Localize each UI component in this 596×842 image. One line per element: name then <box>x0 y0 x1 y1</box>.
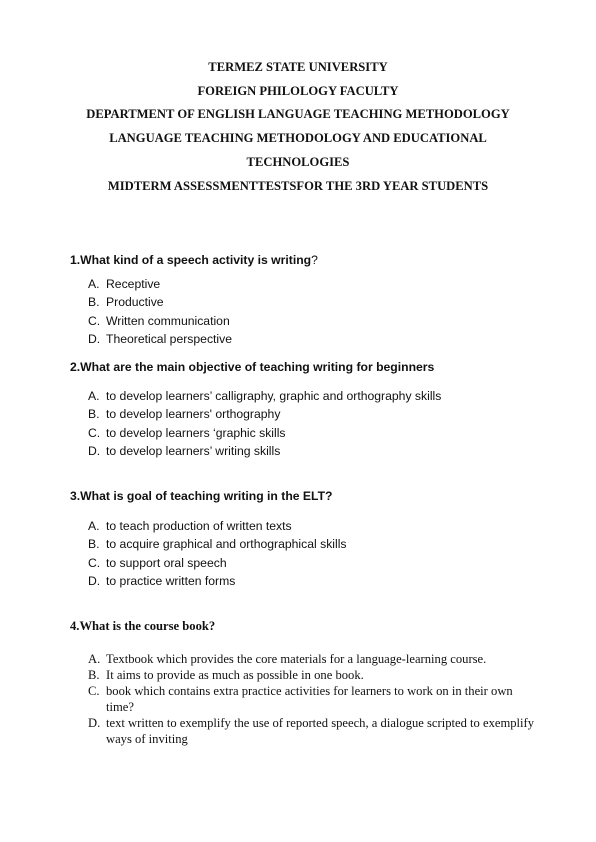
question-text: 2.What are the main objective of teaching writing for beginners <box>70 360 435 374</box>
option-letter: D. <box>88 716 101 730</box>
option-letter: B. <box>88 295 100 310</box>
test-title: MIDTERM ASSESSMENTTESTSFOR THE 3RD YEAR STUDENTS <box>107 178 489 193</box>
question-text: 3.What is goal of teaching writing in the ELT? <box>70 489 333 503</box>
question-1 <box>70 253 570 349</box>
answer-options <box>70 517 570 591</box>
answer-option <box>70 275 570 293</box>
option-letter: C. <box>88 425 101 440</box>
answer-option <box>70 293 570 311</box>
faculty-name: FOREIGN PHILOLOGY FACULTY <box>197 83 399 98</box>
question-text: 4.What is the course book? <box>70 619 216 633</box>
department-name: DEPARTMENT OF ENGLISH LANGUAGE TEACHING METHODOLOGY <box>86 107 510 122</box>
option-letter: C. <box>88 684 100 698</box>
answer-option <box>70 554 570 572</box>
answer-option <box>70 572 570 590</box>
answer-option <box>70 330 570 348</box>
answer-option <box>70 683 540 715</box>
option-text: It aims to provide as much as possible in one book. <box>106 668 364 682</box>
option-letter: C. <box>88 555 101 570</box>
answer-option <box>70 517 570 535</box>
option-text: to acquire graphical and orthographical skills <box>106 537 347 552</box>
option-text: Textbook which provides the core materials for a language-learning course. <box>106 652 487 666</box>
option-text: to teach production of written texts <box>106 519 292 533</box>
option-letter: A. <box>88 652 101 666</box>
subject-name-line1: LANGUAGE TEACHING METHODOLOGY AND EDUCATIONAL <box>109 131 487 146</box>
option-text: Productive <box>106 295 164 310</box>
answer-option <box>70 442 570 460</box>
option-text: to develop learners’ writing skills <box>106 444 281 459</box>
option-text: Theoretical perspective <box>106 332 232 347</box>
question-4 <box>70 619 540 747</box>
option-letter: D. <box>88 444 101 459</box>
option-letter: D. <box>88 332 101 347</box>
option-text: text written to exemplify the use of reported speech, a dialogue scripted to exemplify ways of inviting <box>106 716 535 746</box>
question-text <box>70 253 570 267</box>
option-text: to develop learners' orthography <box>106 407 281 422</box>
option-letter: B. <box>88 537 100 552</box>
option-text: Receptive <box>106 277 161 291</box>
option-letter: D. <box>88 574 101 589</box>
answer-option <box>70 424 570 442</box>
option-letter: B. <box>88 407 100 422</box>
answer-option <box>70 387 570 405</box>
answer-option <box>70 651 540 667</box>
answer-option <box>70 405 570 423</box>
answer-options <box>70 275 570 349</box>
subject-name-line2: TECHNOLOGIES <box>246 154 350 169</box>
option-letter: A. <box>88 389 100 403</box>
option-text: to develop learners ‘graphic skills <box>106 425 286 440</box>
document-header <box>0 56 596 198</box>
answer-options <box>70 651 540 747</box>
answer-option <box>70 535 570 553</box>
option-text: to develop learners’ calligraphy, graphic and orthography skills <box>106 389 442 403</box>
option-text: Written communication <box>106 313 230 328</box>
question-2 <box>70 360 570 461</box>
option-text: to practice written forms <box>106 574 236 589</box>
answer-option <box>70 715 540 747</box>
option-letter: A. <box>88 277 100 291</box>
question-3 <box>70 489 570 591</box>
answer-option <box>70 667 540 683</box>
answer-option <box>70 312 570 330</box>
question-mark: ? <box>311 253 318 267</box>
answer-options <box>70 387 570 461</box>
question-text-main: 1.What kind of a speech activity is writing <box>70 253 312 267</box>
university-name: TERMEZ STATE UNIVERSITY <box>208 60 388 74</box>
option-letter: B. <box>88 668 100 682</box>
option-text: book which contains extra practice activities for learners to work on in their own time? <box>106 684 513 714</box>
option-text: to support oral speech <box>106 555 227 570</box>
option-letter: C. <box>88 313 101 328</box>
option-letter: A. <box>88 519 100 533</box>
